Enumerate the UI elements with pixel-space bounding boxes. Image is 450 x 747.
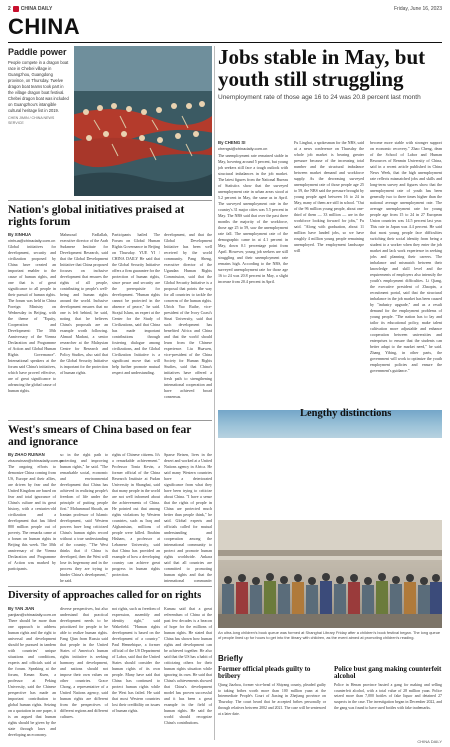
dragon-boat-photo — [74, 46, 212, 196]
paper-name: CHINA DAILY — [20, 6, 53, 12]
nation-byline — [8, 232, 58, 243]
paddle-caption: People compete in a dragon boat race in Chebei village in Guangzhou, Guangdong province, on Thursday. Twelve dragon boat teams took part in the village dragon boat festival. Chebei dragon boat was included on Guangzhou's intangible cultural heritage list in 2019. — [8, 60, 69, 113]
paddle-title: Paddle power — [8, 47, 67, 57]
brief-left-title: Former official pleads guilty to bribery — [218, 665, 311, 681]
west-byline — [8, 452, 64, 463]
center-divider — [214, 46, 215, 740]
library-queue-caption: An ultra-long children's book queue was formed at Shanghai Library Friday after a children's book festival began. The long queue of people lined up for hours to get into the library with children, as the event aimed at promoting children's reading. — [218, 630, 441, 641]
west-byline-name: By ZHAO RUINAN — [8, 452, 45, 457]
jobs-column-2: Fu Linghui, a spokesman for the NBS, said at a news conference on Thursday the whole job market is bearing greater pressure because of the increasing total number and the structural imbalance between market demand and workforce supply. As the decreasing surveyed unemployment rate of those people age 25 to 59, the NBS said the pressure brought by young people aged between 16 to 24 in May, many of them are still in school. "Out of the 96 million young people, about one-third of them — 33 million — are in the workforce looking forward for jobs," Fu said. "Along with graduation, about 11 million have landed jobs, so we have roughly 4 million young people remaining unemployed. The employment landscape will — [294, 140, 364, 253]
brief-left — [218, 666, 326, 718]
section-title: CHINA — [8, 14, 81, 39]
china-daily-logo-icon — [13, 6, 19, 12]
page-number: 2 — [8, 6, 11, 12]
diversity-byline — [8, 606, 58, 617]
brief-right — [334, 666, 442, 712]
jobs-subhead: Unemployment rate of those age 16 to 24 was 20.8 percent last month — [218, 94, 421, 102]
diversity-column-1: There should be more than one approach to address human rights and the right to universal and development should be pursued in tandem with countries' unique situations and conditions, experts and officials said at the forum. Speaking at the forum, Kenan Kuen, a professor at Peking University, said the Chinese perspective has made an important contribution to global human rights. Seizing on a quotation in one paper, it is an argued that human rights should be given by the state through laws and developing an economy. — [8, 618, 56, 737]
west-headline: West's smears of China based on fear and ignorance — [8, 424, 192, 449]
west-column-3: rights of Chinese citizens. It's a remarkable achievement." Professor Tonia Kevin, a former official of the China Research Institute at Fudan University in Shanghai, said that many people in the world are not well informed about the achievements of China. He pointed out that among rights violations by Western countries, such as Iraq and Afghanistan, millions of people were killed. Ibrahim Hisham, a professor at Lebanese University, said that China has provided an example of how a developing country can achieve great progress in human rights protection. — [112, 452, 160, 577]
west-column-4: Sparse Beisen, lives in the desert and worked at a United Nations agency in Africa. He said many Western countries have a deteriorated significance from what they have been trying to criticize about China. "I have a sense that the rights of people in China are protected much better than people think," he said. Global experts and officials called for mutual understanding and cooperation among the international community to protect and promote human rights worldwide. Ankara said that all countries are committed to promoting human rights and that the international community — [164, 452, 212, 582]
west-rule — [8, 420, 212, 421]
jobs-headline-block — [218, 46, 442, 102]
masthead-left — [8, 6, 52, 12]
paddle-power-sidebar — [8, 48, 70, 126]
library-queue-image — [218, 520, 442, 628]
diversity-column-4: Kamau said that a great referendum of China at the past few decades is a beacon of hope for the millions of human rights. He stated that China has shown how human rights and development can be achieved together. He also said that the US has a habit of criticizing others for their human rights situation while ignoring its own. He said that China's achievements showed that China's development model has proven successful and it has been a great example in the field of human rights. He said the world should recognize China's contributions. — [164, 606, 212, 725]
diversity-byline-name: By YAN JIAN — [8, 606, 35, 611]
west-column-2: so in the right path to protecting and improving human rights," he said. "The remarkable social, economic and environmental development that China has achieved in realizing people's freedom of life under the principle of putting people first." Mohammad Shoaib, an Iranian professor of Islamic development, said Western powers have long criticized China's human rights record without a true understanding of the country. "The West thinks that if China is developed, then the West will lose its hegemony and in the process they are trying to hinder China's development," he said. — [60, 452, 108, 582]
jobs-column-1: The unemployment rate remained stable in May, hovering around 5 percent, but young job seekers still face a tough outlook with structural imbalances in the job market. The latest figures from the National Bureau of Statistics show that the surveyed unemployment rate in urban areas stood at 5.2 percent in May, the same as in April. The surveyed unemployment rate in the country's 31 major cities was 5.5 percent in May. The NBS said that over the past three months the majority of the workforce, those age 25 to 59, saw the unemployment rate fall. The unemployment rate of the demographic came in at 4.1 percent in May, down 0.1 percentage point from April. However, young job seekers are still struggling and their unemployment rate remains high. According to the NBS, the surveyed unemployment rate for those age 16 to 24 was 20.8 percent in May, a slight increase from 20.4 percent in April. — [218, 153, 288, 284]
nation-rule — [8, 200, 212, 201]
top-rule — [8, 42, 442, 43]
diversity-headline: Diversity of approaches called for on rights — [8, 590, 202, 601]
west-column-1: The ongoing efforts to demonize China coming from US, Europe and their allies, are driven by fear and the United Kingdom are based on fear and total ignorance of China's culture and its great history, with a centuries-old civilization and a development that has lifted 800 million people out of poverty. The remarks came at a forum on human rights in Beijing this week. The 30th anniversary of the Vienna Declaration and Programme of Action was marked by participants. — [8, 464, 56, 571]
dragon-boat-image — [74, 46, 212, 196]
lengthy-title: Lengthy distinctions — [300, 408, 392, 419]
issue-date: Friday, June 16, 2023 — [394, 6, 442, 12]
footer-tag: CHINA DAILY — [417, 739, 442, 744]
nation-column-1: Global initiatives for development, security and civilization proposed by China have created an important enabler to the cause of human rights, and one that is of great significance to all people in their pursuit of human rights. The forum was held in China Foreign Ministry on Wednesday in Beijing, with the theme of "Equity, Cooperation and Development: The 30th Anniversary of the Vienna Declaration and Programme of Action and Global Human Rights Governance". International speakers at the forum said China's initiatives, which have proved effective, are of great significance to advancing the global cause of human rights. — [8, 244, 56, 393]
jobs-headline: Jobs stable in May, but youth still struggling — [218, 45, 426, 92]
west-byline-email: zhaoruinan@chinadaily.com.cn — [8, 457, 64, 463]
brief-right-title: Police bust gang making counterfeit alcohol — [334, 665, 442, 681]
nation-column-2: Mahmoud Fadlallah, executive director of the Arab Sudanese Institute for Development Research, said that the Global Development Initiative that China proposed focuses on inclusive development that ensures the rights of all people, contributing to people's well-being and human rights around the world. Inclusive development ensures that no one is left behind, he said, noting that he believes China's proposals are an example worth following. Ahmad Madani, a senior researcher at the Malaysian Centre for Research and Policy Studies, also said that the Global Security Initiative is important for the protection of human rights. — [60, 232, 108, 375]
nation-column-4: development, and that the Global Development Initiative has been well received by the world community. Pang Sheng, executive director of the Ugandan Human Rights Commission, said that the Global Security Initiative is a proposal that points the way for all countries to tackle the concerns of the human rights. Ulrich Yao Ruihe, vice-president of the Ivory Coast's Sinai University, said that such development has benefited Africa and China and that the world should learn from the Chinese experience. Liu Huawen, vice-president of the China Society for Human Rights Studies, said that China's initiatives have offered a fresh path to strengthening international cooperation and have achieved broad consensus. — [164, 232, 212, 399]
brief-right-body: Police in Henan province busted a gang for making and selling counterfeit alcohol, with a total value of 28 million yuan. Police seized more than 7,000 bottles of fake liquor and detained 27 suspects in the case. The investigation began in December 2022, and the gang was found to have used bottles with fake trademarks. — [334, 682, 442, 711]
brief-left-body: Qiang Jiazhou, former vice-head of Shiyang county, pleaded guilty to taking bribes worth more than 100 million yuan at the Intermediate People's Court of Jiaxing in Zhejiang province on Thursday. The court heard that he accepted bribes personally or through relatives between 2002 and 2021. The case will be sentenced at a later date. — [218, 682, 326, 716]
jobs-byline-email: chengsi@chinadaily.com.cn — [218, 145, 268, 151]
briefly-label: Briefly — [218, 654, 243, 663]
library-queue-photo — [218, 520, 442, 628]
diversity-column-3: not rights, such as freedom of expression, assembly and identity right," said Wakefield. "Human rights development is based on the development of a country." Paul Hennebique, a former official of the US Department of Labor, said that the United States should consider the human rights of its own people. Many have said that China has continued to protect human rights while the West has failed. He said that most Western countries lost their credibility on issues of human rights. — [112, 606, 160, 713]
jobs-column-3: become more stable with stronger support on economic recovery." Zhao Cheng, dean of the School of Labor and Human Resources of Renmin University of China, said in a recent article published in China News Week, that the high unemployment rate reflects mismatched jobs and skills and long-term survey and figures show that the unemployment rate of youth has been generally two to three times higher than the national average unemployment rate. The average unemployment rate for young people age from 15 to 24 in 27 European Union countries was 14.5 percent last year. This rate in Japan was 4.4 percent. He said that most young people face difficulties switching their social identity from being a student to a worker when they enter the job market and lack work experience in seeking jobs and planning their careers. The imbalance and mismatch between their knowledge and skill level and the requirements of employers also intensify the youth's employment difficulties. Li Qiang, the executive president of Zhaopin, a recruitment portal, said that the structural imbalance in the job market has been caused by "industry upgrade," and as a result demand for the employment problems of young people. "The nation has to lay and tailor its educational policy, make talent cultivation more adjustable and enhance cooperation between universities and enterprises to ensure that the students can better adapt to the market need," he said. Zhang Yibing, in other parts, the government will work to optimize the youth employment policies and ensure the government's guidance." — [370, 140, 442, 373]
diversity-rule — [8, 586, 212, 587]
nation-headline: Nation's global initiatives praised at rights forum — [8, 204, 185, 229]
jobs-byline-name: By CHENG SI — [218, 140, 246, 145]
nation-byline-email: xinhua@chinadaily.com.cn — [8, 237, 56, 243]
nation-column-3: Participants hailed The Forum on Global Human Rights Governance in Beijing on Thursday. YUE YI / CHINA DAILY He said that the Global Security Initiative offers a firm guarantee for the protection of human rights, since peace and security are the prerequisite for development. "Human rights cannot be protected in the absence of peace," he said. Sirajul Islam, an expert at the Center for the Study of Civilizations, said that China has made important contributions through fostering dialogue among civilizations, and the Global Civilization Initiative is a significant move that will help further promote mutual respect and understanding. — [112, 232, 160, 375]
diversity-column-2: diverse perspectives, but also understand that practical development needs to be prioritized for people to be able to realize human rights. Fang Qian from Russia said that people in the United States of America's human rights initiative is seeking harmony and development, and nations should not impose their own values on other countries. Grace Chong, a representative of a United Nations agency, said human rights are different from the perspectives of different regions and different cultures. — [60, 606, 108, 719]
paddle-credit: CHEN JIMIN / CHINA NEWS SERVICE — [8, 115, 55, 125]
diversity-byline-email: yanjian@chinadaily.com.cn — [8, 611, 57, 617]
nation-byline-name: By XINHUA — [8, 232, 32, 237]
masthead-strip — [8, 4, 442, 14]
